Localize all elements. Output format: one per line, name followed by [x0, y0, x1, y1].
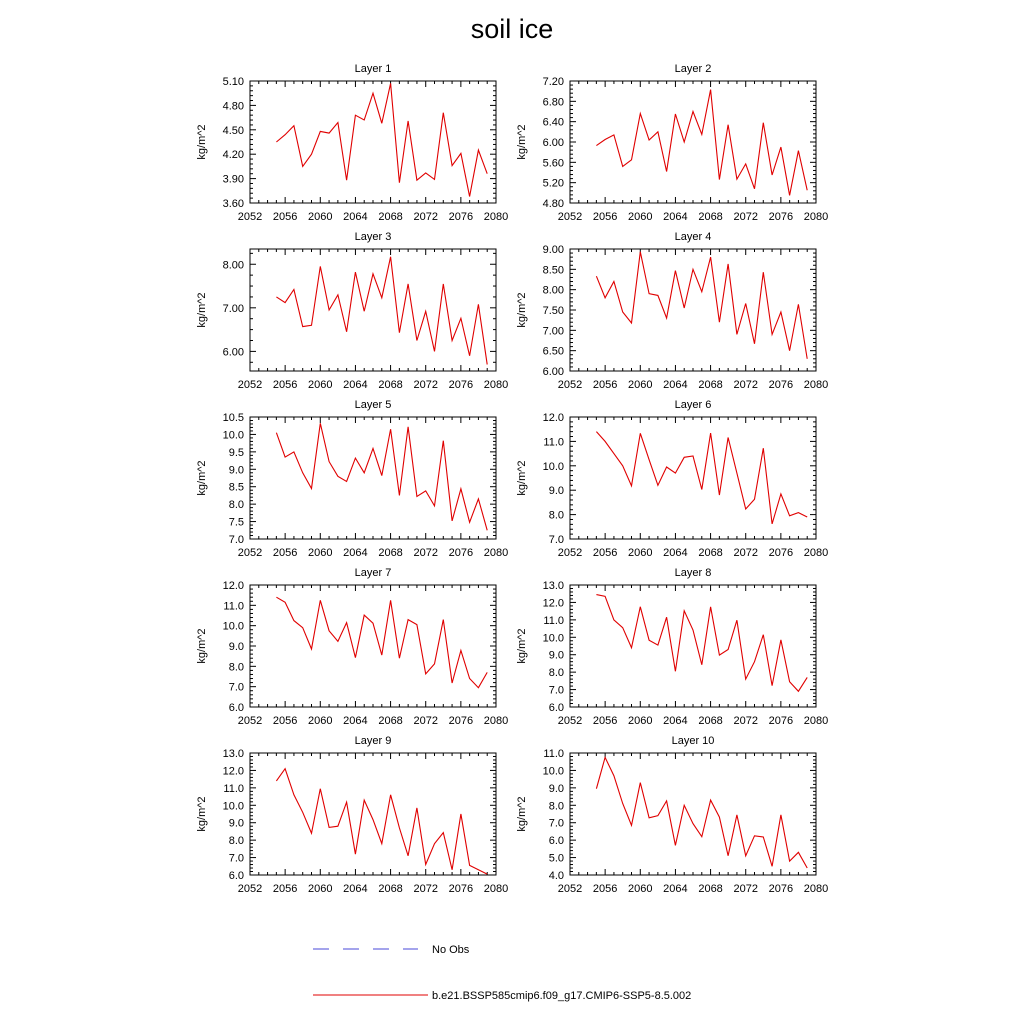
layer-5-frame	[250, 417, 496, 539]
layer-9-xtick-label: 2060	[308, 883, 333, 895]
layer-4-title: Layer 4	[674, 231, 712, 243]
layer-10-xtick-label: 2056	[592, 883, 618, 895]
layer-2-ytick-label: 6.00	[542, 137, 564, 149]
layer-5-ytick-label: 7.0	[228, 534, 244, 546]
layer-8-ytick-label: 10.0	[542, 632, 564, 645]
layer-5-ytick-label: 10.5	[222, 412, 244, 424]
layer-5-series-line	[276, 423, 487, 530]
layer-5-xtick-label: 2064	[343, 547, 368, 559]
layer-8-ytick-label: 13.0	[542, 580, 564, 592]
layer-3-frame	[250, 249, 496, 371]
layer-4-xtick-label: 2060	[628, 379, 653, 391]
layer-2-xtick-label: 2080	[803, 211, 829, 223]
layer-4-ytick-label: 6.50	[542, 345, 564, 358]
layer-8-xtick-label: 2056	[592, 715, 618, 727]
layer-7-ytick-label: 8.0	[228, 661, 244, 674]
layer-1-series-line	[276, 83, 487, 196]
layer-9-ytick-label: 8.0	[228, 835, 244, 848]
layer-5-ytick-label: 8.0	[228, 499, 244, 512]
legend	[313, 944, 691, 1002]
layer-7-series-line	[276, 597, 487, 688]
layer-9-ytick-label: 11.0	[223, 782, 244, 795]
layer-1-frame	[250, 81, 496, 203]
layer-6-frame	[570, 417, 816, 539]
layer-9-xtick-label: 2064	[343, 883, 368, 895]
layer-6-ytick-label: 11.0	[543, 436, 564, 449]
layer-3-ylabel: kg/m^2	[196, 292, 208, 328]
layer-10-xtick-label: 2052	[557, 883, 583, 895]
layer-10-xtick-label: 2072	[733, 883, 758, 895]
layer-3-xtick-label: 2060	[308, 379, 333, 391]
layer-1-ytick-label: 5.10	[222, 76, 244, 88]
layer-4-series-line	[596, 252, 807, 359]
layer-9-xtick-label: 2072	[413, 883, 438, 895]
layer-2-xtick-label: 2052	[557, 211, 583, 223]
layer-6-ytick-label: 10.0	[542, 460, 564, 473]
layer-8-ytick-label: 11.0	[543, 614, 564, 627]
layer-9-frame	[250, 753, 496, 875]
layer-3-ytick-label: 7.00	[222, 302, 244, 315]
layer-7-ylabel: kg/m^2	[196, 628, 208, 664]
layer-5-xtick-label: 2076	[448, 547, 474, 559]
layer-2-ytick-label: 6.80	[542, 96, 564, 109]
layer-10-ytick-label: 11.0	[543, 748, 564, 760]
layer-8-ytick-label: 12.0	[542, 597, 564, 610]
layer-10-ytick-label: 9.0	[548, 782, 564, 795]
layer-7-xtick-label: 2052	[237, 715, 263, 727]
layer-3-xtick-label: 2052	[237, 379, 263, 391]
layer-8-xtick-label: 2080	[803, 715, 829, 727]
layer-5-ytick-label: 10.0	[222, 429, 244, 442]
layer-9-xtick-label: 2056	[272, 883, 298, 895]
layer-7-xtick-label: 2076	[448, 715, 474, 727]
layer-6-ytick-label: 8.0	[548, 509, 564, 522]
layer-1-ytick-label: 4.50	[222, 124, 244, 137]
layer-1-ylabel: kg/m^2	[196, 124, 208, 160]
layer-3-xtick-label: 2080	[483, 379, 509, 391]
layer-1-xtick-label: 2064	[343, 211, 368, 223]
layer-6-xtick-label: 2056	[592, 547, 618, 559]
layer-10-panel	[516, 735, 828, 895]
layer-7-xtick-label: 2056	[272, 715, 298, 727]
layer-4-ytick-label: 8.50	[542, 264, 564, 277]
layer-5-ylabel: kg/m^2	[196, 460, 208, 496]
layer-6-ytick-label: 7.0	[548, 534, 564, 546]
layer-6-ytick-label: 9.0	[548, 485, 564, 498]
layer-5-ytick-label: 9.0	[228, 464, 244, 477]
layer-8-xtick-label: 2072	[733, 715, 758, 727]
layer-6-xtick-label: 2052	[557, 547, 583, 559]
layer-7-xtick-label: 2068	[378, 715, 403, 727]
layer-10-ytick-label: 7.0	[548, 817, 564, 830]
layer-6-xtick-label: 2076	[768, 547, 794, 559]
layer-8-xtick-label: 2060	[628, 715, 653, 727]
layer-2-ytick-label: 4.80	[542, 198, 564, 210]
layer-1-ytick-label: 3.60	[222, 198, 244, 210]
layer-10-ytick-label: 5.0	[548, 852, 564, 865]
layer-2-xtick-label: 2068	[698, 211, 723, 223]
layer-5-xtick-label: 2056	[272, 547, 298, 559]
layer-7-ytick-label: 9.0	[228, 641, 244, 653]
layer-3-ytick-label: 6.00	[222, 346, 244, 359]
layer-7-panel	[196, 567, 508, 727]
layer-7-xtick-label: 2064	[343, 715, 368, 727]
layer-10-title: Layer 10	[671, 735, 715, 747]
layer-1-xtick-label: 2076	[448, 211, 474, 223]
layer-8-ylabel: kg/m^2	[516, 628, 528, 664]
layer-7-ytick-label: 7.0	[228, 681, 244, 694]
layer-5-ytick-label: 8.5	[228, 481, 244, 494]
layer-9-ytick-label: 12.0	[222, 765, 244, 778]
layer-7-xtick-label: 2080	[483, 715, 509, 727]
layer-5-xtick-label: 2080	[483, 547, 509, 559]
legend-label-model: b.e21.BSSP585cmip6.f09_g17.CMIP6-SSP5-8.5.002	[432, 990, 692, 1002]
layer-7-ytick-label: 6.0	[228, 702, 244, 714]
layer-9-ytick-label: 13.0	[222, 748, 244, 760]
layer-2-panel	[516, 63, 828, 223]
layer-9-series-line	[276, 769, 487, 874]
layer-5-ytick-label: 9.5	[228, 446, 244, 459]
layer-3-title: Layer 3	[354, 231, 392, 243]
layer-4-xtick-label: 2052	[557, 379, 583, 391]
layer-6-xtick-label: 2060	[628, 547, 653, 559]
layer-7-title: Layer 7	[354, 567, 392, 579]
layer-7-xtick-label: 2060	[308, 715, 333, 727]
layer-5-xtick-label: 2068	[378, 547, 403, 559]
layer-1-xtick-label: 2080	[483, 211, 509, 223]
layer-9-xtick-label: 2068	[378, 883, 403, 895]
layer-8-series-line	[596, 595, 807, 692]
layer-2-frame	[570, 81, 816, 203]
layer-4-ytick-label: 6.00	[542, 366, 564, 378]
layer-1-ytick-label: 3.90	[222, 173, 244, 186]
layer-9-ylabel: kg/m^2	[196, 796, 208, 832]
layer-8-xtick-label: 2076	[768, 715, 794, 727]
layer-1-panel	[196, 63, 508, 223]
layer-9-xtick-label: 2076	[448, 883, 474, 895]
layer-2-ytick-label: 6.40	[542, 116, 564, 129]
layer-8-panel	[516, 567, 828, 727]
layer-9-ytick-label: 7.0	[228, 852, 244, 865]
layer-6-panel	[516, 399, 828, 559]
layer-9-ytick-label: 10.0	[222, 800, 244, 813]
layer-10-xtick-label: 2076	[768, 883, 794, 895]
layer-6-ytick-label: 12.0	[542, 412, 564, 424]
layer-10-series-line	[596, 757, 807, 868]
layer-2-ytick-label: 5.20	[542, 177, 564, 190]
layer-1-xtick-label: 2060	[308, 211, 333, 223]
layer-2-xtick-label: 2056	[592, 211, 618, 223]
layer-10-xtick-label: 2064	[663, 883, 688, 895]
layer-2-xtick-label: 2060	[628, 211, 653, 223]
layer-4-ylabel: kg/m^2	[516, 292, 528, 328]
layer-8-ytick-label: 9.0	[548, 649, 564, 662]
layer-3-xtick-label: 2064	[343, 379, 368, 391]
layer-4-ytick-label: 7.00	[542, 325, 564, 338]
layer-2-xtick-label: 2072	[733, 211, 758, 223]
layer-8-ytick-label: 8.0	[548, 667, 564, 680]
layer-3-panel	[196, 231, 508, 391]
layer-10-xtick-label: 2068	[698, 883, 723, 895]
layer-6-ylabel: kg/m^2	[516, 460, 528, 496]
layer-8-title: Layer 8	[674, 567, 712, 579]
layer-4-ytick-label: 9.00	[542, 244, 564, 256]
layer-10-ytick-label: 8.0	[548, 800, 564, 813]
layer-10-ylabel: kg/m^2	[516, 796, 528, 832]
layer-2-xtick-label: 2064	[663, 211, 688, 223]
layer-3-xtick-label: 2056	[272, 379, 298, 391]
layer-3-xtick-label: 2072	[413, 379, 438, 391]
layer-6-title: Layer 6	[674, 399, 712, 411]
layer-3-ytick-label: 8.00	[222, 259, 244, 272]
figure-title: soil ice	[470, 14, 554, 44]
layer-10-ytick-label: 10.0	[542, 765, 564, 778]
layer-6-series-line	[596, 432, 807, 524]
layer-10-frame	[570, 753, 816, 875]
layer-6-xtick-label: 2068	[698, 547, 723, 559]
layer-9-xtick-label: 2052	[237, 883, 263, 895]
layer-1-xtick-label: 2068	[378, 211, 403, 223]
layer-5-xtick-label: 2072	[413, 547, 438, 559]
legend-label-no-obs: No Obs	[432, 944, 470, 956]
layer-6-xtick-label: 2080	[803, 547, 829, 559]
layer-1-ytick-label: 4.80	[222, 100, 244, 113]
layer-4-ytick-label: 7.50	[542, 305, 564, 317]
layer-4-xtick-label: 2064	[663, 379, 688, 391]
layer-6-xtick-label: 2072	[733, 547, 758, 559]
layer-2-title: Layer 2	[674, 63, 712, 75]
layer-8-xtick-label: 2052	[557, 715, 583, 727]
layer-4-xtick-label: 2056	[592, 379, 618, 391]
layer-8-xtick-label: 2068	[698, 715, 723, 727]
layer-2-ytick-label: 7.20	[542, 76, 564, 88]
layer-7-ytick-label: 11.0	[223, 600, 244, 613]
layer-1-xtick-label: 2052	[237, 211, 263, 223]
layer-5-ytick-label: 7.5	[228, 516, 244, 529]
layer-9-title: Layer 9	[354, 735, 392, 747]
layer-2-ylabel: kg/m^2	[516, 124, 528, 160]
layer-4-xtick-label: 2072	[733, 379, 758, 391]
layer-5-title: Layer 5	[354, 399, 392, 411]
layer-9-ytick-label: 6.0	[228, 870, 244, 882]
layer-8-xtick-label: 2064	[663, 715, 688, 727]
layer-7-xtick-label: 2072	[413, 715, 438, 727]
layer-1-ytick-label: 4.20	[222, 149, 244, 162]
layer-9-ytick-label: 9.0	[228, 817, 244, 830]
layer-5-panel	[196, 399, 508, 559]
layer-6-xtick-label: 2064	[663, 547, 688, 559]
layer-10-xtick-label: 2060	[628, 883, 653, 895]
layer-4-xtick-label: 2076	[768, 379, 794, 391]
layer-1-title: Layer 1	[354, 63, 392, 75]
layer-4-xtick-label: 2068	[698, 379, 723, 391]
layer-3-xtick-label: 2068	[378, 379, 403, 391]
layer-9-xtick-label: 2080	[483, 883, 509, 895]
layer-4-xtick-label: 2080	[803, 379, 829, 391]
layer-3-xtick-label: 2076	[448, 379, 474, 391]
layer-9-panel	[196, 735, 508, 895]
layer-2-ytick-label: 5.60	[542, 157, 564, 170]
layer-7-frame	[250, 585, 496, 707]
layer-2-xtick-label: 2076	[768, 211, 794, 223]
layer-10-xtick-label: 2080	[803, 883, 829, 895]
layer-4-panel	[516, 231, 828, 391]
layer-5-xtick-label: 2060	[308, 547, 333, 559]
layer-7-ytick-label: 12.0	[222, 580, 244, 592]
layer-10-ytick-label: 4.0	[548, 870, 564, 882]
layer-7-ytick-label: 10.0	[222, 620, 244, 633]
layer-5-xtick-label: 2052	[237, 547, 263, 559]
layer-8-frame	[570, 585, 816, 707]
layer-2-series-line	[596, 90, 807, 196]
layer-1-xtick-label: 2056	[272, 211, 298, 223]
layer-10-ytick-label: 6.0	[548, 835, 564, 848]
layer-8-ytick-label: 6.0	[548, 702, 564, 714]
layer-4-ytick-label: 8.00	[542, 284, 564, 297]
layer-8-ytick-label: 7.0	[548, 684, 564, 697]
layer-3-series-line	[276, 257, 487, 365]
layer-1-xtick-label: 2072	[413, 211, 438, 223]
layer-4-frame	[570, 249, 816, 371]
